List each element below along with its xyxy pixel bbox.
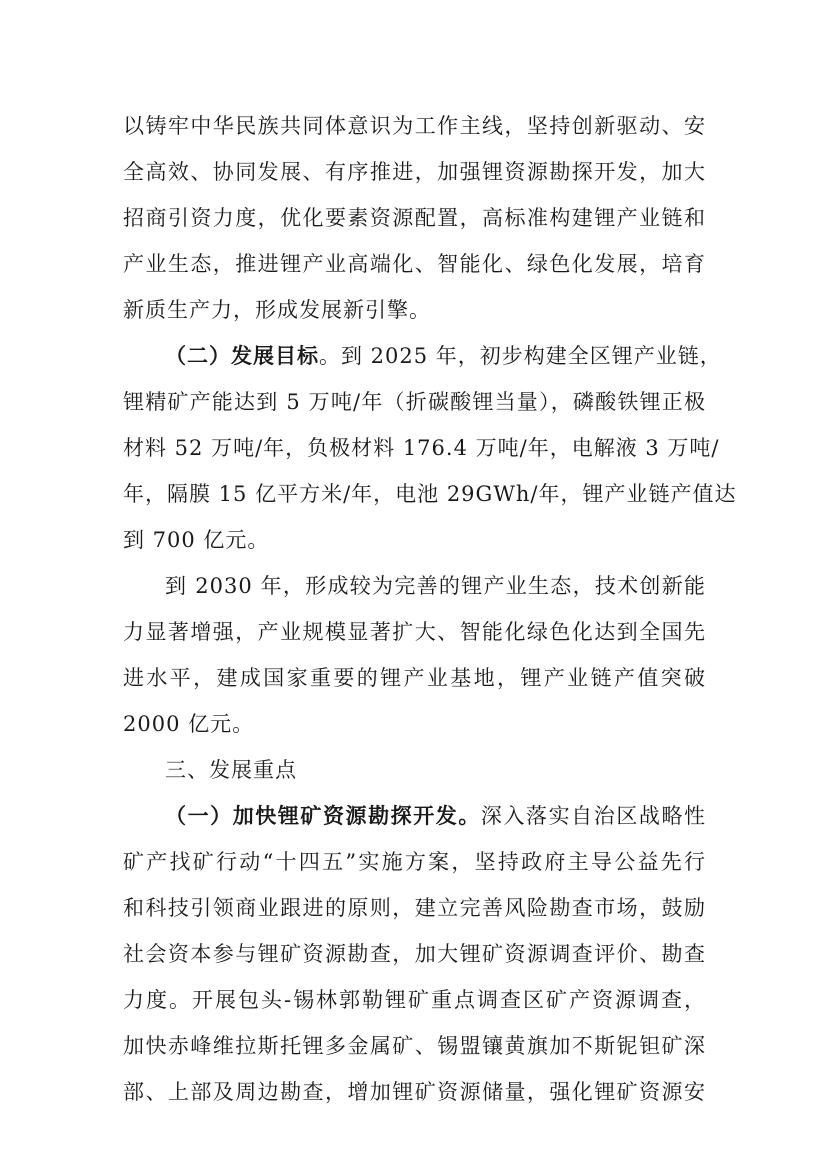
bold-heading-text: （一）加快锂矿资源勘探开发。 xyxy=(165,804,481,828)
text-line xyxy=(123,563,706,609)
body-text: 加快赤峰维拉斯托锂多金属矿、锡盟镶黄旗加不斯铌钽矿深 xyxy=(123,1034,706,1058)
text-line xyxy=(123,517,706,563)
body-text: 进水平，建成国家重要的锂产业基地，锂产业链产值突破 xyxy=(123,666,706,690)
body-text: 和科技引领商业跟进的原则，建立完善风险勘查市场，鼓励 xyxy=(123,896,706,920)
body-text: 材料 52 万吨/年，负极材料 176.4 万吨/年，电解液 3 万吨/ xyxy=(123,436,720,460)
text-line xyxy=(123,701,706,747)
text-line xyxy=(123,793,706,839)
text-line xyxy=(123,885,706,931)
text-line xyxy=(123,1023,706,1069)
body-text: 以铸牢中华民族共同体意识为工作主线，坚持创新驱动、安 xyxy=(123,114,706,138)
text-line xyxy=(123,655,706,701)
body-text: 全高效、协同发展、有序推进，加强锂资源勘探开发，加大 xyxy=(123,160,706,184)
text-line xyxy=(123,149,706,195)
text-line xyxy=(123,333,722,379)
text-line xyxy=(123,425,720,471)
body-text: 新质生产力，形成发展新引擎。 xyxy=(123,298,431,322)
text-line xyxy=(123,287,706,333)
text-line xyxy=(123,195,706,241)
text-line xyxy=(123,609,706,655)
body-text: 。到 2025 年，初步构建全区锂产业链， xyxy=(319,344,722,368)
bold-heading-text: （二）发展目标 xyxy=(165,344,319,368)
body-text: 产业生态，推进锂产业高端化、智能化、绿色化发展，培育 xyxy=(123,252,706,276)
body-text: 到 2030 年，形成较为完善的锂产业生态，技术创新能 xyxy=(165,574,706,598)
body-text: 2000 亿元。 xyxy=(123,712,255,736)
body-text: 招商引资力度，优化要素资源配置，高标准构建锂产业链和 xyxy=(123,206,706,230)
text-line xyxy=(123,747,706,793)
text-line xyxy=(123,241,706,287)
body-text: 力显著增强，产业规模显著扩大、智能化绿色化达到全国先 xyxy=(123,620,706,644)
body-text: 社会资本参与锂矿资源勘查，加大锂矿资源调查评价、勘查 xyxy=(123,942,706,966)
body-text: 三、发展重点 xyxy=(165,758,297,782)
text-line xyxy=(123,1069,706,1115)
body-text: 部、上部及周边勘查，增加锂矿资源储量，强化锂矿资源安 xyxy=(123,1080,706,1104)
body-text: 深入落实自治区战略性 xyxy=(480,804,707,828)
text-line xyxy=(123,471,737,517)
document-body xyxy=(123,103,737,1115)
body-text: 锂精矿产能达到 5 万吨/年（折碳酸锂当量），磷酸铁锂正极 xyxy=(123,390,706,414)
body-text: 年，隔膜 15 亿平方米/年，电池 29GWh/年，锂产业链产值达 xyxy=(123,482,737,506)
body-text: 力度。开展包头-锡林郭勒锂矿重点调查区矿产资源调查， xyxy=(123,988,706,1012)
body-text: 矿产找矿行动“十四五”实施方案，坚持政府主导公益先行 xyxy=(123,850,706,874)
body-text: 到 700 亿元。 xyxy=(123,528,270,552)
text-line xyxy=(123,839,706,885)
text-line xyxy=(123,103,706,149)
text-line xyxy=(123,977,706,1023)
text-line xyxy=(123,931,706,977)
text-line xyxy=(123,379,706,425)
